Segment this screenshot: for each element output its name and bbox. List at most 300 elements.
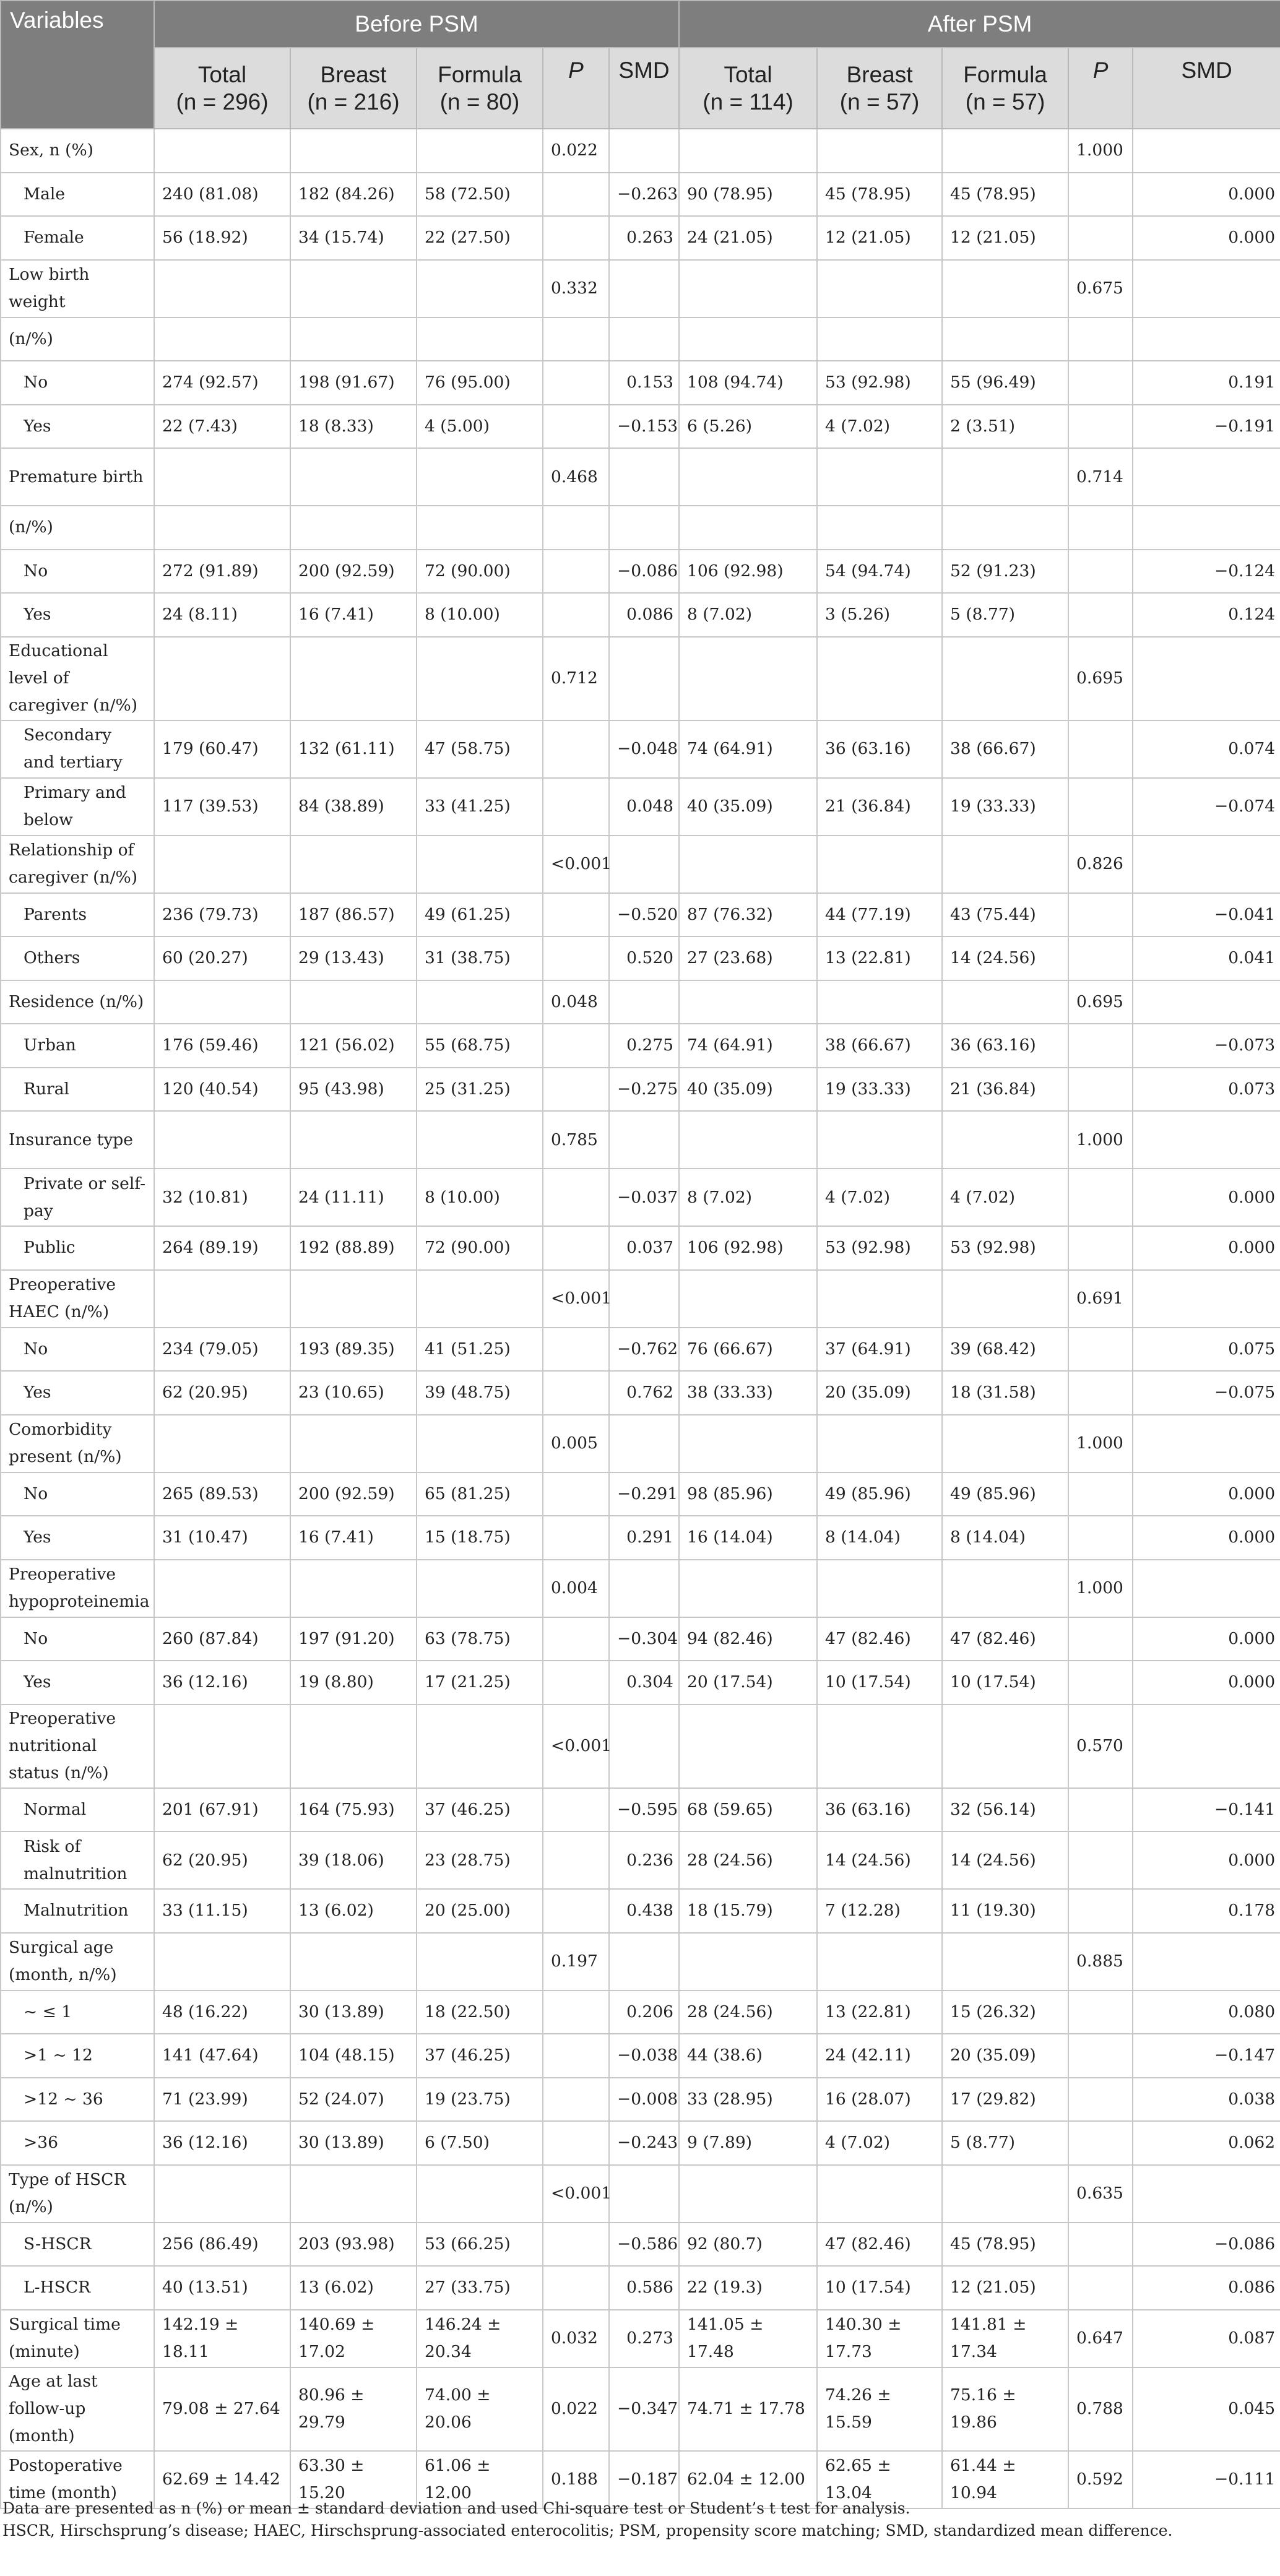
table-cell: 62 (20.95) (154, 1371, 290, 1415)
table-cell: 14 (24.56) (942, 1831, 1068, 1889)
table-cell (543, 720, 609, 778)
table-cell: 176 (59.46) (154, 1024, 290, 1068)
row-label: (n/%) (1, 318, 154, 361)
column-header-n: (n = 216) (307, 89, 400, 115)
table-cell (1068, 1661, 1133, 1705)
table-cell (679, 980, 817, 1024)
table-cell: 8 (7.02) (679, 1169, 817, 1226)
table-cell (1068, 361, 1133, 405)
table-cell (543, 1889, 609, 1933)
table-row (1, 1371, 1280, 1415)
table-cell: 0.520 (609, 936, 679, 980)
table-cell (609, 260, 679, 318)
table-cell: 0.291 (609, 1516, 679, 1560)
table-cell (543, 1226, 609, 1270)
table-cell (817, 1933, 942, 1990)
table-cell: −0.347 (609, 2367, 679, 2451)
table-cell: 23 (28.75) (417, 1831, 543, 1889)
row-sublabel: No (1, 1617, 154, 1661)
table-cell: 36 (12.16) (154, 2121, 290, 2165)
table-cell: 80.96 ± 29.79 (290, 2367, 417, 2451)
table-cell (1068, 1068, 1133, 1112)
table-cell: 19 (8.80) (290, 1661, 417, 1705)
row-sublabel: Private or self-pay (1, 1169, 154, 1226)
table-cell: 61.44 ± 10.94 (942, 2451, 1068, 2509)
table-cell: −0.141 (1133, 1788, 1280, 1832)
table-cell (1068, 1472, 1133, 1516)
table-row (1, 129, 1280, 173)
table-cell: 140.69 ± 17.02 (290, 2310, 417, 2367)
table-cell: 43 (75.44) (942, 893, 1068, 937)
row-sublabel: Male (1, 173, 154, 217)
row-sublabel: L-HSCR (1, 2266, 154, 2310)
table-cell: 0.000 (1133, 1831, 1280, 1889)
table-cell: −0.041 (1133, 893, 1280, 937)
table-cell: 53 (66.25) (417, 2223, 543, 2267)
table-cell (942, 260, 1068, 318)
row-sublabel: No (1, 1328, 154, 1372)
table-cell: 140.30 ± 17.73 (817, 2310, 942, 2367)
column-header-name: Total (724, 61, 772, 87)
table-cell: 95 (43.98) (290, 1068, 417, 1112)
table-row (1, 637, 1280, 720)
table-cell: 18 (31.58) (942, 1371, 1068, 1415)
table-cell: 65 (81.25) (417, 1472, 543, 1516)
table-cell: 0.695 (1068, 637, 1133, 720)
table-cell (609, 637, 679, 720)
table-cell (1068, 506, 1133, 550)
table-cell (609, 448, 679, 506)
table-cell (1068, 2223, 1133, 2267)
table-cell (942, 836, 1068, 893)
table-cell (290, 506, 417, 550)
table-cell (1068, 2121, 1133, 2165)
table-row (1, 1270, 1280, 1328)
table-cell (1133, 1705, 1280, 1788)
table-cell: 74.26 ± 15.59 (817, 2367, 942, 2451)
table-cell (154, 1415, 290, 1472)
table-cell: 62.65 ± 13.04 (817, 2451, 942, 2509)
table-cell: 24 (8.11) (154, 593, 290, 637)
table-cell (609, 980, 679, 1024)
table-cell (817, 318, 942, 361)
table-cell: 32 (56.14) (942, 1788, 1068, 1832)
header-row-groups (1, 1, 1280, 48)
table-cell: 264 (89.19) (154, 1226, 290, 1270)
table-cell: −0.263 (609, 173, 679, 217)
table-cell (1068, 318, 1133, 361)
row-sublabel: ~ ≤ 1 (1, 1990, 154, 2034)
table-cell (1133, 980, 1280, 1024)
table-cell (154, 318, 290, 361)
table-cell (1068, 1024, 1133, 1068)
table-cell (942, 2165, 1068, 2223)
table-cell (543, 936, 609, 980)
table-cell (942, 129, 1068, 173)
table-cell (1068, 593, 1133, 637)
table-cell (679, 1270, 817, 1328)
column-header-name: P (568, 58, 584, 83)
table-cell (609, 1270, 679, 1328)
table-cell (543, 893, 609, 937)
table-cell: 20 (17.54) (679, 1661, 817, 1705)
table-cell: 11 (19.30) (942, 1889, 1068, 1933)
table-cell (679, 1560, 817, 1617)
row-sublabel: Malnutrition (1, 1889, 154, 1933)
table-cell: −0.086 (609, 550, 679, 594)
table-cell (543, 1617, 609, 1661)
column-header-name: Breast (846, 61, 913, 87)
table-cell: 0.691 (1068, 1270, 1133, 1328)
table-cell: 55 (96.49) (942, 361, 1068, 405)
table-cell: 72 (90.00) (417, 1226, 543, 1270)
table-cell: 0.004 (543, 1560, 609, 1617)
table-cell (543, 1024, 609, 1068)
table-cell (609, 1415, 679, 1472)
table-row (1, 448, 1280, 506)
table-cell: 132 (61.11) (290, 720, 417, 778)
table-cell: 0.570 (1068, 1705, 1133, 1788)
table-cell: 22 (27.50) (417, 216, 543, 260)
row-sublabel: S-HSCR (1, 2223, 154, 2267)
table-cell (1133, 129, 1280, 173)
table-cell (942, 1415, 1068, 1472)
table-cell: 62 (20.95) (154, 1831, 290, 1889)
table-cell: 36 (12.16) (154, 1661, 290, 1705)
table-cell: 55 (68.75) (417, 1024, 543, 1068)
table-cell (543, 593, 609, 637)
table-row (1, 1111, 1280, 1169)
table-cell: 117 (39.53) (154, 778, 290, 836)
column-header-name: Total (197, 61, 247, 87)
table-cell: 22 (19.3) (679, 2266, 817, 2310)
table-cell: 0.332 (543, 260, 609, 318)
table-cell (1133, 836, 1280, 893)
row-label: (n/%) (1, 506, 154, 550)
table-row (1, 1617, 1280, 1661)
table-cell (290, 1933, 417, 1990)
table-cell: <0.001 (543, 1705, 609, 1788)
table-cell: 0.647 (1068, 2310, 1133, 2367)
row-label: Sex, n (%) (1, 129, 154, 173)
table-cell: 0.000 (1133, 173, 1280, 217)
column-header (290, 48, 417, 129)
table-cell (154, 448, 290, 506)
table-cell (1068, 1169, 1133, 1226)
row-sublabel: No (1, 1472, 154, 1516)
table-cell (154, 2165, 290, 2223)
table-cell (1068, 778, 1133, 836)
table-cell: 49 (61.25) (417, 893, 543, 937)
table-cell: 6 (7.50) (417, 2121, 543, 2165)
table-cell (942, 1705, 1068, 1788)
table-cell: 33 (41.25) (417, 778, 543, 836)
row-label: Residence (n/%) (1, 980, 154, 1024)
table-cell (543, 2266, 609, 2310)
table-cell (154, 260, 290, 318)
table-cell (942, 318, 1068, 361)
table-row (1, 778, 1280, 836)
table-cell: −0.111 (1133, 2451, 1280, 2509)
table-cell (1133, 448, 1280, 506)
table-cell (817, 637, 942, 720)
table-cell: 0.048 (609, 778, 679, 836)
table-cell (609, 1705, 679, 1788)
table-cell: 62.04 ± 12.00 (679, 2451, 817, 2509)
table-cell: 0.635 (1068, 2165, 1133, 2223)
table-cell: 27 (33.75) (417, 2266, 543, 2310)
table-cell (1133, 318, 1280, 361)
table-cell: 0.000 (1133, 1617, 1280, 1661)
table-cell (290, 1560, 417, 1617)
table-cell: 0.000 (1133, 1169, 1280, 1226)
table-cell: 38 (33.33) (679, 1371, 817, 1415)
table-cell: 0.762 (609, 1371, 679, 1415)
table-cell: 0.080 (1133, 1990, 1280, 2034)
table-cell (154, 836, 290, 893)
table-cell (290, 318, 417, 361)
table-cell: −0.086 (1133, 2223, 1280, 2267)
table-cell: 92 (80.7) (679, 2223, 817, 2267)
table-cell (290, 836, 417, 893)
column-header-n: (n = 57) (839, 89, 920, 115)
table-cell (417, 1415, 543, 1472)
table-cell: 39 (18.06) (290, 1831, 417, 1889)
table-cell: 0.586 (609, 2266, 679, 2310)
table-cell (609, 318, 679, 361)
table-cell (1068, 893, 1133, 937)
table-cell (290, 260, 417, 318)
table-row (1, 2223, 1280, 2267)
table-cell (1068, 936, 1133, 980)
table-cell (543, 2078, 609, 2122)
column-header (1133, 48, 1280, 129)
table-cell: 79.08 ± 27.64 (154, 2367, 290, 2451)
table-cell (417, 980, 543, 1024)
table-cell: 84 (38.89) (290, 778, 417, 836)
table-cell: <0.001 (543, 836, 609, 893)
table-cell (417, 506, 543, 550)
table-cell (1133, 2165, 1280, 2223)
table-cell (543, 2034, 609, 2078)
table-cell: 44 (38.6) (679, 2034, 817, 2078)
table-cell: −0.187 (609, 2451, 679, 2509)
table-body (1, 129, 1280, 2509)
table-cell: 0.038 (1133, 2078, 1280, 2122)
column-header (679, 48, 817, 129)
row-label: Age at last follow-up (month) (1, 2367, 154, 2451)
table-cell: 19 (23.75) (417, 2078, 543, 2122)
row-sublabel: Parents (1, 893, 154, 937)
table-cell (290, 1415, 417, 1472)
table-cell: 22 (7.43) (154, 405, 290, 449)
table-cell (1133, 1415, 1280, 1472)
column-header-name: Formula (963, 61, 1047, 87)
table-cell: 13 (22.81) (817, 936, 942, 980)
table-cell: 20 (35.09) (942, 2034, 1068, 2078)
table-cell: −0.291 (609, 1472, 679, 1516)
table-row (1, 260, 1280, 318)
table-cell: 1.000 (1068, 129, 1133, 173)
header-after-psm: After PSM (679, 1, 1280, 48)
table-cell: 63 (78.75) (417, 1617, 543, 1661)
table-row (1, 836, 1280, 893)
table-cell: 13 (6.02) (290, 1889, 417, 1933)
table-row (1, 936, 1280, 980)
table-cell: 260 (87.84) (154, 1617, 290, 1661)
table-row (1, 1661, 1280, 1705)
table-cell: 141.05 ± 17.48 (679, 2310, 817, 2367)
table-cell: 18 (8.33) (290, 405, 417, 449)
table-row (1, 1472, 1280, 1516)
table-cell: 18 (15.79) (679, 1889, 817, 1933)
table-cell: 0.188 (543, 2451, 609, 2509)
table-cell: 187 (86.57) (290, 893, 417, 937)
table-cell: 0.022 (543, 2367, 609, 2451)
table-cell: 72 (90.00) (417, 550, 543, 594)
table-cell: 76 (66.67) (679, 1328, 817, 1372)
row-sublabel: >36 (1, 2121, 154, 2165)
table-cell: 108 (94.74) (679, 361, 817, 405)
row-sublabel: Yes (1, 405, 154, 449)
row-sublabel: Urban (1, 1024, 154, 1068)
table-cell (1068, 2266, 1133, 2310)
table-cell: 24 (21.05) (679, 216, 817, 260)
row-sublabel: Primary and below (1, 778, 154, 836)
table-cell: 63.30 ± 15.20 (290, 2451, 417, 2509)
table-cell: 0.304 (609, 1661, 679, 1705)
table-row (1, 173, 1280, 217)
table-cell: 12 (21.05) (942, 216, 1068, 260)
row-label: Preoperative hypoproteinemia (1, 1560, 154, 1617)
table-cell: 32 (10.81) (154, 1169, 290, 1226)
table-cell: 4 (5.00) (417, 405, 543, 449)
row-label: Insurance type (1, 1111, 154, 1169)
table-cell (543, 550, 609, 594)
column-header (817, 48, 942, 129)
table-cell (609, 836, 679, 893)
table-cell: 31 (10.47) (154, 1516, 290, 1560)
table-row (1, 1990, 1280, 2034)
table-cell: −0.074 (1133, 778, 1280, 836)
table-cell: 106 (92.98) (679, 550, 817, 594)
table-cell: 56 (18.92) (154, 216, 290, 260)
table-cell: 141.81 ± 17.34 (942, 2310, 1068, 2367)
table-cell (154, 980, 290, 1024)
table-row (1, 2266, 1280, 2310)
table-row (1, 2034, 1280, 2078)
table-cell: 0.885 (1068, 1933, 1133, 1990)
row-label: Type of HSCR (n/%) (1, 2165, 154, 2223)
table-cell (543, 1788, 609, 1832)
table-row (1, 980, 1280, 1024)
table-cell: 21 (36.84) (942, 1068, 1068, 1112)
table-cell (817, 1560, 942, 1617)
table-cell (417, 1933, 543, 1990)
table-cell: 37 (64.91) (817, 1328, 942, 1372)
row-sublabel: Normal (1, 1788, 154, 1832)
table-cell: 0.124 (1133, 593, 1280, 637)
table-row (1, 2367, 1280, 2451)
table-cell: 94 (82.46) (679, 1617, 817, 1661)
table-cell: 6 (5.26) (679, 405, 817, 449)
table-cell: 10 (17.54) (817, 1661, 942, 1705)
table-cell (417, 129, 543, 173)
column-header-n: (n = 296) (176, 89, 269, 115)
table-cell (154, 1270, 290, 1328)
row-sublabel: Risk of malnutrition (1, 1831, 154, 1889)
table-cell: 8 (10.00) (417, 593, 543, 637)
table-cell: 146.24 ± 20.34 (417, 2310, 543, 2367)
table-cell: 0.788 (1068, 2367, 1133, 2451)
table-cell (817, 506, 942, 550)
table-cell (543, 216, 609, 260)
table-cell: 197 (91.20) (290, 1617, 417, 1661)
table-cell: 16 (14.04) (679, 1516, 817, 1560)
table-cell: 29 (13.43) (290, 936, 417, 980)
table-cell (1068, 173, 1133, 217)
table-cell: 17 (21.25) (417, 1661, 543, 1705)
table-cell: 5 (8.77) (942, 2121, 1068, 2165)
row-sublabel: Yes (1, 1661, 154, 1705)
table-cell: 104 (48.15) (290, 2034, 417, 2078)
column-header (1068, 48, 1133, 129)
table-cell (942, 1933, 1068, 1990)
row-label: Educational level of caregiver (n/%) (1, 637, 154, 720)
table-cell: −0.595 (609, 1788, 679, 1832)
table-row (1, 1169, 1280, 1226)
column-header-n: (n = 57) (965, 89, 1045, 115)
column-header-n: (n = 114) (703, 89, 794, 115)
table-cell: 68 (59.65) (679, 1788, 817, 1832)
table-cell: 121 (56.02) (290, 1024, 417, 1068)
table-cell (154, 129, 290, 173)
table-cell (543, 1516, 609, 1560)
table-cell (609, 1111, 679, 1169)
table-cell: 0.191 (1133, 361, 1280, 405)
table-cell: 0.005 (543, 1415, 609, 1472)
table-cell (1133, 1933, 1280, 1990)
table-cell (679, 260, 817, 318)
table-cell: 200 (92.59) (290, 1472, 417, 1516)
table-cell: 47 (82.46) (817, 1617, 942, 1661)
table-row (1, 2078, 1280, 2122)
row-label: Surgical time (minute) (1, 2310, 154, 2367)
table-cell (817, 980, 942, 1024)
table-cell: 0.075 (1133, 1328, 1280, 1372)
table-cell: 8 (7.02) (679, 593, 817, 637)
table-cell: 236 (79.73) (154, 893, 290, 937)
table-cell (817, 836, 942, 893)
table-row (1, 593, 1280, 637)
table-cell (679, 1415, 817, 1472)
table-cell (609, 1933, 679, 1990)
table-cell (1068, 216, 1133, 260)
table-cell (417, 1111, 543, 1169)
table-cell: 141 (47.64) (154, 2034, 290, 2078)
table-row (1, 550, 1280, 594)
column-header-n: (n = 80) (439, 89, 520, 115)
table-cell (1133, 1270, 1280, 1328)
table-header (1, 1, 1280, 129)
table-cell: 0.062 (1133, 2121, 1280, 2165)
table-row (1, 1933, 1280, 1990)
row-sublabel: >12 ~ 36 (1, 2078, 154, 2122)
table-cell: 0.086 (1133, 2266, 1280, 2310)
table-row (1, 361, 1280, 405)
table-cell: 7 (12.28) (817, 1889, 942, 1933)
table-cell (543, 506, 609, 550)
